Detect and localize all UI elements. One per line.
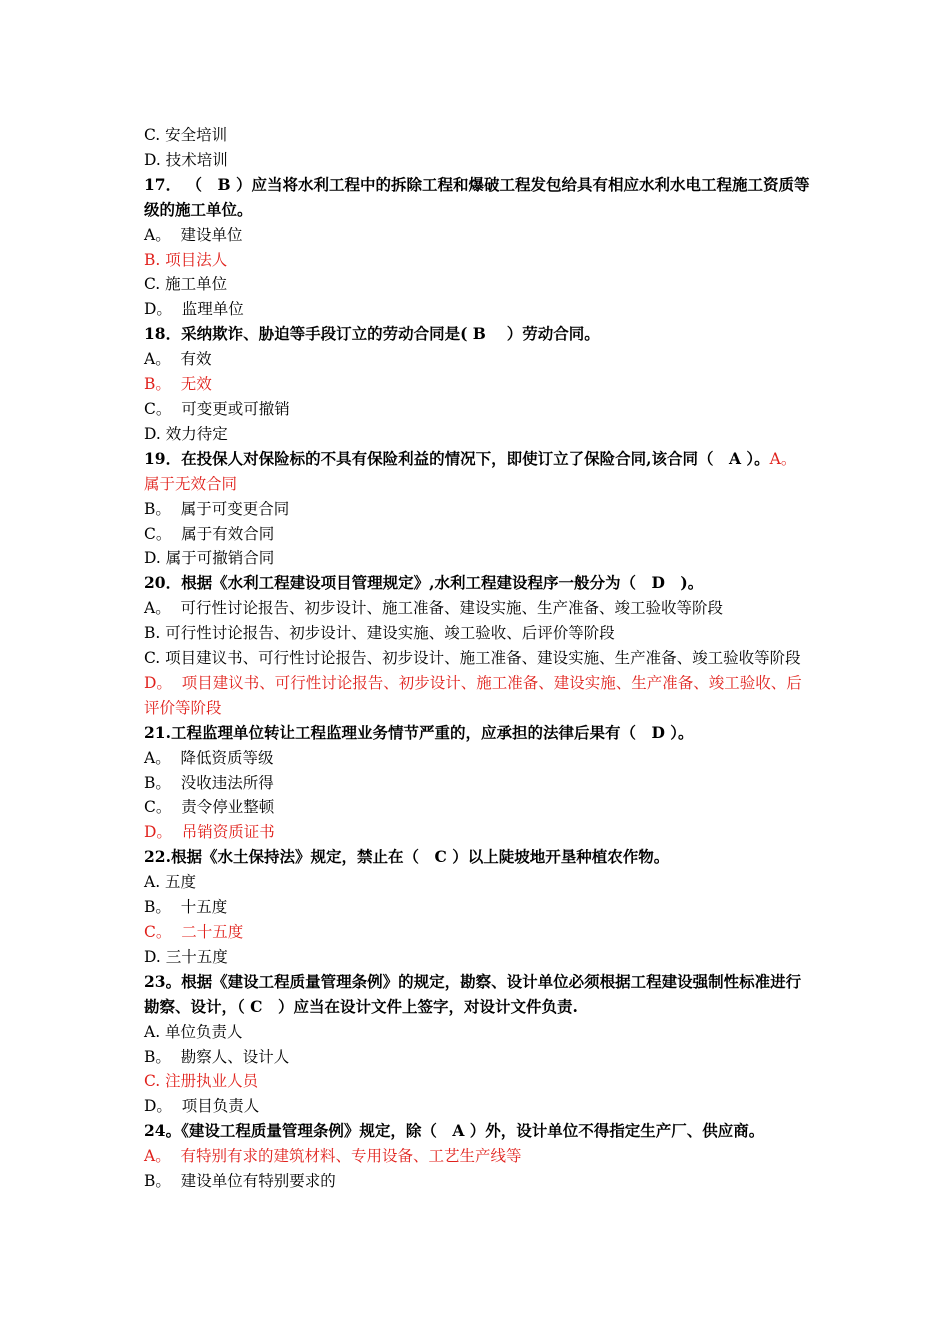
- line-text: C. 项目建议书、可行性讨论报告、初步设计、施工准备、建设实施、生产准备、竣工验收等阶段: [144, 649, 801, 668]
- answer-option: [144, 397, 812, 422]
- line-text: D. 效力待定: [144, 424, 228, 443]
- answer-option: [144, 347, 812, 372]
- answer-option: [144, 546, 812, 571]
- question-text: [144, 322, 812, 347]
- answer-option: [144, 148, 812, 173]
- line-text: 24。《建设工程质量管理条例》规定，除（ A ）外，设计单位不得指定生产厂、供应商。: [144, 1121, 765, 1141]
- line-text: D. 三十五度: [144, 947, 228, 966]
- inline-correct-answer: A。 属于无效合同: [144, 449, 807, 493]
- line-text: C. 注册执业人员: [144, 1072, 259, 1091]
- answer-option: [144, 746, 812, 771]
- document-body: [144, 123, 812, 1194]
- correct-answer-option: [144, 1144, 812, 1169]
- answer-option: [144, 945, 812, 970]
- answer-option: [144, 497, 812, 522]
- answer-option: [144, 297, 812, 322]
- question-text: [144, 571, 812, 596]
- line-text: B。 无效: [144, 375, 212, 394]
- answer-option: [144, 1020, 812, 1045]
- answer-option: [144, 422, 812, 447]
- line-text: C。 属于有效合同: [144, 524, 275, 543]
- correct-answer-option: [144, 372, 812, 397]
- line-text: A. 五度: [144, 873, 197, 892]
- question-text: [144, 970, 812, 1020]
- line-text: 18．采纳欺诈、胁迫等手段订立的劳动合同是( B ）劳动合同。: [144, 324, 600, 344]
- line-text: C. 施工单位: [144, 275, 228, 294]
- answer-option: [144, 596, 812, 621]
- line-text: B. 可行性讨论报告、初步设计、建设实施、竣工验收、后评价等阶段: [144, 624, 615, 643]
- line-text: 23。根据《建设工程质量管理条例》的规定，勘察、设计单位必须根据工程建设强制性标准进行勘察、设计，（ C ）应当在设计文件上签字，对设计文件负责.: [144, 971, 802, 1016]
- line-text: 19．在投保人对保险标的不具有保险利益的情况下，即使订立了保险合同,该合同（ A ）。: [144, 448, 770, 468]
- line-text: 22.根据《水土保持法》规定，禁止在（ C ）以上陡坡地开垦种植农作物。: [144, 847, 670, 867]
- answer-option: [144, 272, 812, 297]
- answer-option: [144, 795, 812, 820]
- line-text: A。 降低资质等级: [144, 748, 274, 767]
- line-text: D。 项目建议书、可行性讨论报告、初步设计、施工准备、建设实施、生产准备、竣工验收、后评价等阶段: [144, 673, 802, 717]
- line-text: B。 没收违法所得: [144, 773, 274, 792]
- answer-option: [144, 1045, 812, 1070]
- line-text: A。 有特别有求的建筑材料、专用设备、工艺生产线等: [144, 1147, 522, 1166]
- line-text: A。 可行性讨论报告、初步设计、施工准备、建设实施、生产准备、竣工验收等阶段: [144, 599, 724, 618]
- line-text: C。 二十五度: [144, 923, 244, 941]
- correct-answer-option: [144, 671, 812, 721]
- line-text: 21.工程监理单位转让工程监理业务情节严重的，应承担的法律后果有（ D ）。: [144, 722, 694, 742]
- answer-option: [144, 646, 812, 671]
- answer-option: [144, 223, 812, 248]
- line-text: D。 项目负责人: [144, 1097, 260, 1116]
- line-text: B。 勘察人、设计人: [144, 1047, 290, 1066]
- line-text: D. 技术培训: [144, 150, 228, 169]
- line-text: 20．根据《水利工程建设项目管理规定》,水利工程建设程序一般分为（ D )。: [144, 573, 704, 593]
- correct-answer-option: [144, 1069, 812, 1094]
- answer-option: [144, 870, 812, 895]
- line-text: B. 项目法人: [144, 250, 228, 269]
- answer-option: [144, 771, 812, 796]
- question-text: [144, 447, 812, 497]
- line-text: A. 单位负责人: [144, 1022, 243, 1041]
- correct-answer-option: [144, 820, 812, 845]
- line-text: C. 安全培训: [144, 126, 228, 144]
- answer-option: [144, 1169, 812, 1194]
- question-text: [144, 845, 812, 870]
- answer-option: [144, 621, 812, 646]
- answer-option: [144, 895, 812, 920]
- line-text: B。 十五度: [144, 898, 228, 917]
- line-text: A。 有效: [144, 350, 212, 369]
- line-text: C。 可变更或可撤销: [144, 399, 290, 418]
- line-text: C。 责令停业整顿: [144, 798, 275, 817]
- answer-option: [144, 123, 812, 148]
- answer-option: [144, 522, 812, 547]
- correct-answer-option: [144, 920, 812, 945]
- line-text: D。 监理单位: [144, 300, 244, 319]
- line-text: 17． （ B ）应当将水利工程中的拆除工程和爆破工程发包给具有相应水利水电工程施工资质等级的施工单位。: [144, 174, 810, 219]
- line-text: D。 吊销资质证书: [144, 823, 275, 842]
- line-text: B。 建设单位有特别要求的: [144, 1172, 336, 1191]
- correct-answer-option: [144, 248, 812, 273]
- question-text: [144, 173, 812, 223]
- line-text: D. 属于可撤销合同: [144, 549, 275, 568]
- question-text: [144, 721, 812, 746]
- question-text: [144, 1119, 812, 1144]
- answer-option: [144, 1094, 812, 1119]
- line-text: A。 建设单位: [144, 225, 243, 244]
- line-text: B。 属于可变更合同: [144, 499, 290, 518]
